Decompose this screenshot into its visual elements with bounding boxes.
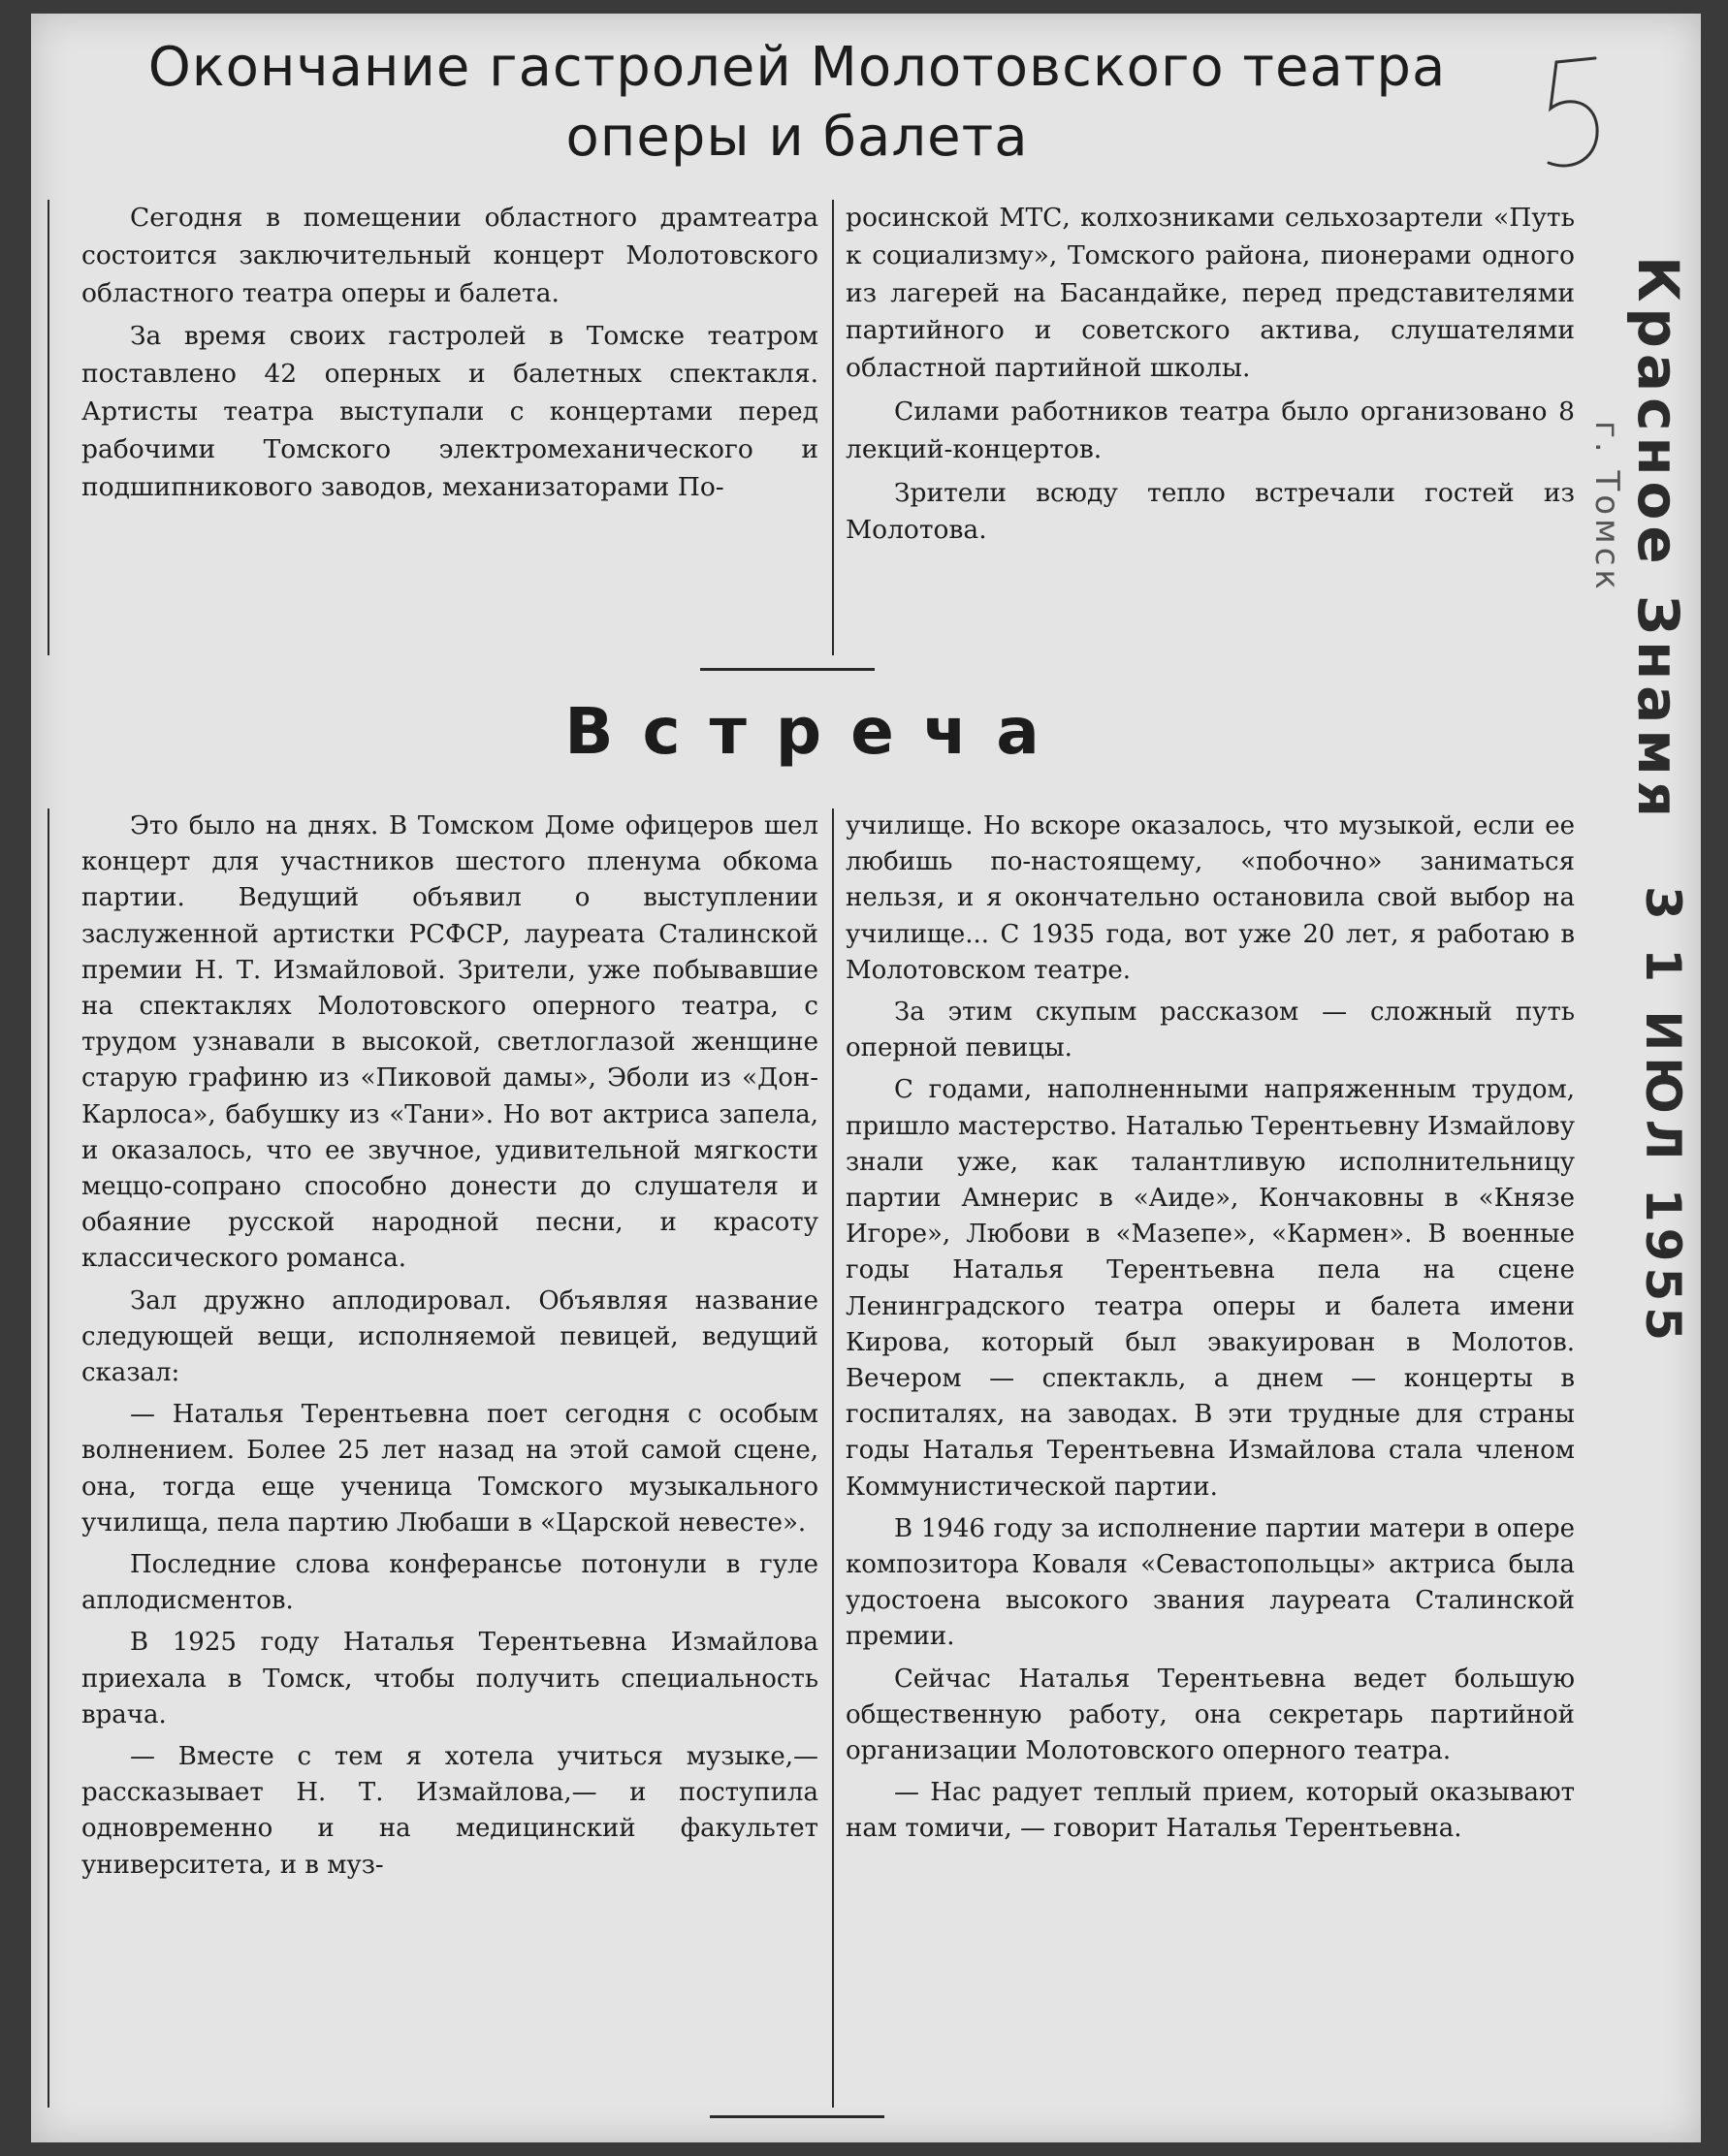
paragraph: Зрители всюду тепло встречали гостей из Молотова. bbox=[846, 477, 1575, 546]
paragraph: Силами работников театра было организовано 8 лекций-концертов. bbox=[846, 396, 1575, 464]
article2-headline: Встреча bbox=[564, 694, 1069, 769]
city-stamp: г. Томск bbox=[1587, 421, 1626, 593]
article2-column-right bbox=[846, 808, 1575, 1854]
paragraph: За время своих гастролей в Томске театром поставлено 42 оперных и балетных спектакля. Артисты театра выступали с концертами перед рабочими Томского электромеханического и подшипникового заводов, механизаторами По- bbox=[81, 321, 818, 502]
column-rule bbox=[832, 200, 834, 655]
paragraph: В 1925 году Наталья Терентьевна Измайлова приехала в Томск, чтобы получить специальность врача. bbox=[81, 1628, 818, 1729]
paragraph: училище. Но вскоре оказалось, что музыкой, если ее любишь по-настоящему, «побочно» заниматься нельзя, и я окончательно остановила свой выбор на училище... С 1935 года, вот уже 20 лет, я работаю в Молотовском театре. bbox=[846, 811, 1575, 985]
paragraph: За этим скупым рассказом — сложный путь оперной певицы. bbox=[846, 998, 1575, 1063]
column-rule bbox=[832, 808, 834, 2108]
paragraph: Это было на днях. В Томском Доме офицеров шел концерт для участников шестого пленума обкома партии. Ведущий объявил о выступлении заслуженной артистки РСФСР, лауреата Сталинской премии Н. Т. Измайловой. Зрители, уже побывавшие на спектаклях Молотовского оперного театра, с трудом узнавали в высокой, светлоглазой женщине старую графиню из «Пиковой дамы», Эболи из «Дон-Карлоса», бабушку из «Тани». Но вот актриса запела, и оказалось, что ее звучное, удивительной мягкости меццо-сопрано способно донести до слушателя и обаяние русской народной песни, и красоту классического романса. bbox=[81, 811, 818, 1274]
paragraph: — Наталья Терентьевна поет сегодня с особым волнением. Более 25 лет назад на этой самой сцене, она, тогда еще ученица Томского музыкального училища, пела партию Любаши в «Царской невесте». bbox=[81, 1400, 818, 1538]
paragraph: Последние слова конферансье потонули в гуле аплодисментов. bbox=[81, 1550, 818, 1616]
paragraph: Сейчас Наталья Терентьевна ведет большую общественную работу, она секретарь партийной организации Молотовского оперного театра. bbox=[846, 1664, 1575, 1766]
paragraph: — Вместе с тем я хотела учиться музыке,— рассказывает Н. Т. Измайлова,— и поступила одновременно и на медицинский факультет университета, и в муз- bbox=[81, 1742, 818, 1880]
paragraph: — Нас радует теплый прием, который оказывают нам томичи, — говорит Наталья Терентьевна. bbox=[846, 1778, 1575, 1844]
separator-rule bbox=[700, 668, 875, 671]
paragraph: Зал дружно аплодировал. Объявляя название следующей вещи, исполняемой певицей, ведущий сказал: bbox=[81, 1285, 818, 1388]
column-rule bbox=[48, 200, 49, 655]
newspaper-stamp: Красное Знамя bbox=[1625, 256, 1691, 823]
paragraph: С годами, наполненными напряженным трудом, пришло мастерство. Наталью Терентьевну Измайлову знали уже, как талантливую исполнительницу партии Амнерис в «Аиде», Кончаковны в «Князе Игоре», Любови в «Мазепе», «Кармен». В военные годы Наталья Терентьевна пела на сцене Ленинградского театра оперы и балета имени Кирова, который был эвакуирован в Молотов. Вечером — спектакль, а днем — концерты в госпиталях, на заводах. В эти трудные для страны годы Наталья Терентьевна Измайлова стала членом Коммунистической партии. bbox=[846, 1075, 1575, 1502]
article1-column-left bbox=[81, 200, 818, 512]
column-rule bbox=[48, 808, 49, 2108]
article1-column-right bbox=[846, 200, 1575, 555]
date-stamp: 3 1 ИЮЛ 1955 bbox=[1635, 886, 1691, 1348]
separator-rule bbox=[710, 2115, 884, 2118]
article1-headline: Окончание гастролей Молотовского театра оперы и балета bbox=[147, 36, 1447, 169]
handwritten-number-mark bbox=[1539, 52, 1607, 178]
paragraph: Сегодня в помещении областного драмтеатра состоится заключительный концерт Молотовского областного театра оперы и балета. bbox=[81, 203, 818, 308]
article2-column-left bbox=[81, 808, 818, 1889]
paragraph: росинской МТС, колхозниками сельхозартели «Путь к социализму», Томского района, пионерами одного из лагерей на Басандайке, перед представителями партийного и советского актива, слушателями областной партийной школы. bbox=[846, 203, 1575, 384]
newspaper-clipping bbox=[31, 14, 1701, 2142]
paragraph: В 1946 году за исполнение партии матери в опере композитора Коваля «Севастопольцы» актриса была удостоена высокого звания лауреата Сталинской премии. bbox=[846, 1513, 1575, 1652]
